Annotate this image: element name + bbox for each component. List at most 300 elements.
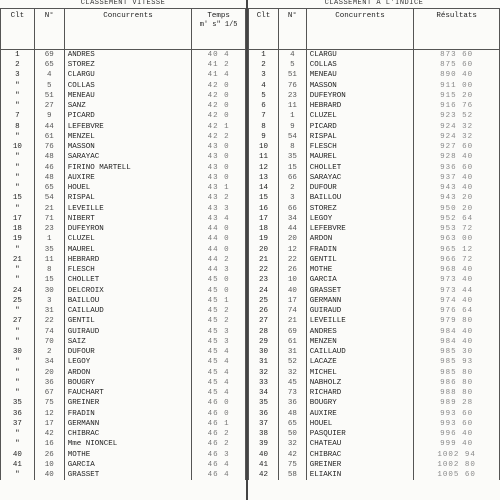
number-cell: 5 [34,81,64,91]
table-row [249,378,500,388]
number-cell: 12 [34,409,64,419]
rank-cell: 10 [249,142,279,152]
rank-cell: " [1,439,35,449]
result-cell: 989 28 [414,398,500,408]
time-cell: 42 0 [192,111,246,121]
number-header: N° [34,9,64,50]
table-row [1,296,246,306]
table-row [1,183,246,193]
rank-cell: " [1,163,35,173]
competitor-cell: NIBERT [64,214,192,224]
result-cell: 979 80 [414,316,500,326]
table-row [249,450,500,460]
time-cell: 42 0 [192,91,246,101]
rank-cell: " [1,378,35,388]
table-row [1,111,246,121]
competitor-cell: LEGOY [306,214,414,224]
table-row [249,296,500,306]
table-row [249,60,500,70]
number-cell: 66 [278,173,306,183]
rank-cell: 31 [249,357,279,367]
time-cell: 41 2 [192,60,246,70]
competitor-cell: CHIBRAC [306,450,414,460]
competitor-cell: GARCIA [306,275,414,285]
competitor-cell: Mme NIONCEL [64,439,192,449]
table-row [1,388,246,398]
result-cell: 973 44 [414,286,500,296]
time-cell: 42 0 [192,81,246,91]
time-cell: 44 3 [192,265,246,275]
table-row [249,163,500,173]
rank-cell: 2 [249,60,279,70]
competitor-cell: DUFOUR [306,183,414,193]
rank-cell: 1 [1,50,35,61]
table-row [1,50,246,61]
time-cell: 43 1 [192,183,246,193]
competitor-cell: RICHARD [306,388,414,398]
time-header [192,9,246,50]
number-cell: 2 [34,347,64,357]
time-cell: 42 0 [192,101,246,111]
number-cell: 75 [278,460,306,470]
competitor-cell: LEFEBVRE [306,224,414,234]
competitor-cell: AUXIRE [306,409,414,419]
competitor-cell: DUFOUR [64,347,192,357]
rank-cell: 15 [249,193,279,203]
result-cell: 923 52 [414,111,500,121]
result-cell: 911 00 [414,81,500,91]
table-row [1,234,246,244]
competitor-cell: GRASSET [306,286,414,296]
number-cell: 2 [278,183,306,193]
number-cell: 20 [34,368,64,378]
competitor-cell: CLUZEL [64,234,192,244]
rank-cell: 29 [249,337,279,347]
time-cell: 42 1 [192,122,246,132]
result-cell: 916 76 [414,101,500,111]
number-cell: 10 [278,275,306,285]
number-cell: 50 [278,429,306,439]
time-cell: 44 0 [192,224,246,234]
rank-cell: " [1,245,35,255]
competitor-cell: DELCROIX [64,286,192,296]
rank-cell: " [1,470,35,480]
number-cell: 45 [278,378,306,388]
competitor-cell: RISPAL [306,132,414,142]
competitor-cell: LEVEILLE [64,204,192,214]
rank-cell: " [1,429,35,439]
rank-cell: 25 [249,296,279,306]
rank-cell: 39 [249,439,279,449]
result-cell: 952 64 [414,214,500,224]
result-cell: 873 60 [414,50,500,61]
number-cell: 58 [278,470,306,480]
result-cell: 984 40 [414,327,500,337]
competitor-cell: FLESCH [64,265,192,275]
table-row [1,163,246,173]
competitors-header: Concurrents [306,9,414,50]
number-cell: 21 [278,316,306,326]
table-row [249,409,500,419]
competitor-cell: ELIAKIN [306,470,414,480]
rank-cell: " [1,81,35,91]
rank-cell: 3 [1,70,35,80]
competitor-cell: GUIRAUD [64,327,192,337]
competitor-cell: CHOLLET [64,275,192,285]
competitor-cell: HEBRARD [64,255,192,265]
competitor-cell: HEBRARD [306,101,414,111]
competitor-cell: COLLAS [306,60,414,70]
time-cell: 45 2 [192,306,246,316]
table-row [249,306,500,316]
competitor-cell: HOUEL [306,419,414,429]
table-row [249,439,500,449]
table-row [1,193,246,203]
number-cell: 71 [34,214,64,224]
time-cell: 45 4 [192,357,246,367]
number-cell: 15 [34,275,64,285]
rank-cell: " [1,132,35,142]
number-cell: 4 [278,50,306,61]
competitor-cell: SANZ [64,101,192,111]
table-row [249,286,500,296]
result-cell: 943 20 [414,193,500,203]
table-row [1,409,246,419]
time-cell: 45 4 [192,347,246,357]
table-row [1,398,246,408]
table-row [249,429,500,439]
number-cell: 44 [34,122,64,132]
result-cell: 924 32 [414,122,500,132]
competitor-cell: GREINER [64,398,192,408]
time-header-units: m' s" 1/5 [199,21,238,29]
table-row [1,245,246,255]
competitor-cell: DUFEYRON [306,91,414,101]
competitor-cell: LEVEILLE [306,316,414,326]
time-cell: 43 0 [192,173,246,183]
number-cell: 3 [278,193,306,203]
number-cell: 4 [34,70,64,80]
competitor-cell: GARCIA [64,460,192,470]
rank-cell: " [1,368,35,378]
number-cell: 54 [34,193,64,203]
competitor-cell: BOUGRY [64,378,192,388]
time-cell: 45 3 [192,327,246,337]
number-cell: 9 [34,111,64,121]
competitor-cell: MAUREL [64,245,192,255]
rank-cell: " [1,101,35,111]
rank-cell: 35 [249,398,279,408]
table-row [1,265,246,275]
time-cell: 43 4 [192,214,246,224]
rank-cell: 27 [1,316,35,326]
table-row [249,347,500,357]
number-cell: 69 [278,327,306,337]
competitor-cell: LEFEBVRE [64,122,192,132]
number-cell: 65 [278,419,306,429]
competitor-cell: FRADIN [64,409,192,419]
competitor-cell: MASSON [306,81,414,91]
result-cell: 928 40 [414,152,500,162]
number-cell: 44 [278,224,306,234]
time-cell: 43 2 [192,193,246,203]
competitor-cell: GERMANN [64,419,192,429]
table-row [1,132,246,142]
table-row [249,337,500,347]
table-row [249,398,500,408]
rank-cell: 8 [1,122,35,132]
rank-cell: 23 [249,275,279,285]
table-row [1,429,246,439]
time-header-label: Temps [207,12,230,20]
time-cell: 42 2 [192,132,246,142]
number-cell: 15 [278,163,306,173]
rank-cell: 40 [1,450,35,460]
rank-cell: 24 [249,286,279,296]
table-row [1,439,246,449]
time-cell: 43 3 [192,204,246,214]
result-cell: 953 72 [414,224,500,234]
table-row [249,470,500,480]
competitor-cell: SARAYAC [64,152,192,162]
rank-cell: 17 [1,214,35,224]
time-cell: 45 4 [192,388,246,398]
time-cell: 45 4 [192,378,246,388]
table-row [249,357,500,367]
number-cell: 51 [34,91,64,101]
result-cell: 986 80 [414,378,500,388]
competitor-cell: NABHOLZ [306,378,414,388]
number-cell: 61 [34,132,64,142]
time-cell: 46 2 [192,439,246,449]
table-row [249,152,500,162]
table-row [249,122,500,132]
rank-cell: 4 [249,81,279,91]
competitor-cell: COLLAS [64,81,192,91]
result-cell: 965 12 [414,245,500,255]
result-cell: 988 80 [414,388,500,398]
number-cell: 76 [278,81,306,91]
table-row [1,255,246,265]
competitor-cell: DUFEYRON [64,224,192,234]
result-cell: 984 40 [414,337,500,347]
table-row [249,91,500,101]
number-cell: 75 [34,398,64,408]
competitor-cell: CHATEAU [306,439,414,449]
number-cell: 51 [278,70,306,80]
rank-cell: 8 [249,122,279,132]
time-cell: 46 4 [192,470,246,480]
table-row [1,316,246,326]
rank-cell: " [1,357,35,367]
competitor-cell: RISPAL [64,193,192,203]
number-cell: 66 [278,204,306,214]
table-row [1,450,246,460]
table-row [1,224,246,234]
table-row [1,368,246,378]
result-cell: 890 40 [414,70,500,80]
number-cell: 26 [34,450,64,460]
result-cell: 993 60 [414,409,500,419]
table-row [249,50,500,61]
competitor-cell: PASQUIER [306,429,414,439]
competitor-cell: PICARD [306,122,414,132]
number-cell: 23 [278,91,306,101]
rank-cell: " [1,204,35,214]
number-cell: 48 [34,152,64,162]
rank-cell: 12 [249,163,279,173]
number-cell: 40 [278,286,306,296]
competitors-header: Concurrents [64,9,192,50]
rank-cell: 21 [249,255,279,265]
number-cell: 61 [278,337,306,347]
number-cell: 52 [278,357,306,367]
index-ranking-table [248,8,500,480]
competitor-cell: MICHEL [306,368,414,378]
rank-cell: 30 [1,347,35,357]
result-cell: 915 20 [414,91,500,101]
competitor-cell: GENTIL [306,255,414,265]
competitor-cell: CAILLAUD [64,306,192,316]
result-cell: 875 60 [414,60,500,70]
speed-ranking-section [0,0,246,480]
rank-cell: 1 [249,50,279,61]
number-header: N° [278,9,306,50]
time-cell: 46 1 [192,419,246,429]
competitor-cell: AUXIRE [64,173,192,183]
number-cell: 67 [34,388,64,398]
rank-cell: 26 [249,306,279,316]
results-header: Résultats [414,9,500,50]
number-cell: 42 [34,429,64,439]
rank-cell: 5 [249,91,279,101]
number-cell: 10 [34,460,64,470]
result-cell: 985 30 [414,347,500,357]
number-cell: 34 [34,357,64,367]
rank-cell: 37 [249,419,279,429]
competitor-cell: HOUEL [64,183,192,193]
result-cell: 996 40 [414,429,500,439]
number-cell: 42 [278,450,306,460]
speed-table-body [1,50,246,481]
number-cell: 22 [278,255,306,265]
rank-cell: 9 [249,132,279,142]
rank-cell: " [1,327,35,337]
number-cell: 46 [34,163,64,173]
competitor-cell: FIRINO MARTELL [64,163,192,173]
table-row [1,357,246,367]
rank-cell: 42 [249,470,279,480]
number-cell: 12 [278,245,306,255]
time-cell: 45 4 [192,368,246,378]
table-row [249,193,500,203]
time-cell: 45 0 [192,275,246,285]
competitor-cell: CHOLLET [306,163,414,173]
table-row [1,327,246,337]
table-row [249,419,500,429]
rank-cell: 18 [1,224,35,234]
competitor-cell: BAILLOU [64,296,192,306]
table-row [249,245,500,255]
rank-cell: 14 [249,183,279,193]
table-row [249,388,500,398]
number-cell: 65 [34,60,64,70]
table-row [1,173,246,183]
table-row [249,101,500,111]
result-cell: 937 40 [414,173,500,183]
table-row [249,275,500,285]
number-cell: 76 [34,142,64,152]
time-cell: 45 1 [192,296,246,306]
number-cell: 11 [278,101,306,111]
rank-cell: 35 [1,398,35,408]
time-cell: 45 3 [192,337,246,347]
index-ranking-section [248,0,500,480]
rank-cell: 41 [1,460,35,470]
rank-cell: 7 [249,111,279,121]
table-row [249,234,500,244]
rank-cell: " [1,183,35,193]
number-cell: 74 [278,306,306,316]
rank-cell: " [1,265,35,275]
time-cell: 44 0 [192,234,246,244]
rank-cell: 19 [249,234,279,244]
rank-cell: 13 [249,173,279,183]
number-cell: 26 [278,265,306,275]
rank-cell: 24 [1,286,35,296]
table-row [1,204,246,214]
result-cell: 976 64 [414,306,500,316]
competitor-cell: FLESCH [306,142,414,152]
table-row [1,306,246,316]
number-cell: 40 [34,470,64,480]
table-row [1,419,246,429]
table-row [249,224,500,234]
rank-cell: 19 [1,234,35,244]
competitor-cell: GENTIL [64,316,192,326]
number-cell: 31 [278,347,306,357]
rank-cell: 40 [249,450,279,460]
time-cell: 46 3 [192,450,246,460]
number-cell: 48 [34,173,64,183]
speed-ranking-title: CLASSEMENT VITESSE [80,0,166,7]
rank-cell: 37 [1,419,35,429]
table-row [1,60,246,70]
result-cell: 924 32 [414,132,500,142]
rank-cell: 38 [249,429,279,439]
competitor-cell: ANDRES [306,327,414,337]
number-cell: 48 [278,409,306,419]
rank-cell: " [1,152,35,162]
number-cell: 3 [34,296,64,306]
competitor-cell: SAIZ [64,337,192,347]
rank-cell: 22 [249,265,279,275]
competitor-cell: GREINER [306,460,414,470]
number-cell: 16 [34,439,64,449]
competitor-cell: CHIBRAC [64,429,192,439]
rank-cell: 32 [249,368,279,378]
competitor-cell: ARDON [306,234,414,244]
number-cell: 73 [278,388,306,398]
result-cell: 985 80 [414,368,500,378]
table-row [1,286,246,296]
rank-cell: 6 [249,101,279,111]
table-row [249,214,500,224]
competitor-cell: LACAZE [306,357,414,367]
table-row [249,81,500,91]
table-row [1,378,246,388]
rank-cell: 15 [1,193,35,203]
